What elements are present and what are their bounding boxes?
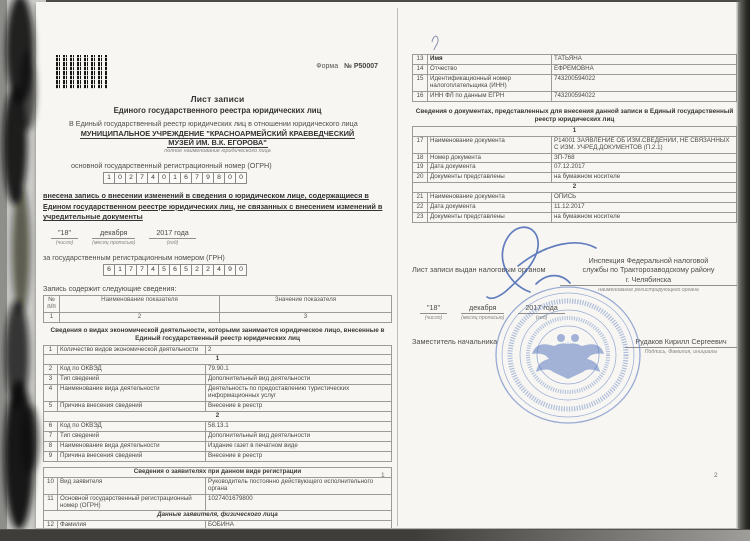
ogrn-digit-box: 4 bbox=[148, 172, 159, 184]
page-number-1: 1 bbox=[381, 472, 385, 479]
activities-section-header: Сведения о видах экономической деятельности, которыми занимается юридическое лицо, внесенные в Единый государственный реестр юридических лиц bbox=[50, 326, 385, 342]
scanner-right-edge bbox=[736, 0, 750, 541]
date-day-caption: (число) bbox=[55, 239, 74, 246]
record-statement: внесена запись о внесении изменений в сведения о юридическом лице, содержащиеся в Едином государственном реестре юридических лиц, не связанных с внесением изменений в учредительные документы bbox=[43, 190, 383, 222]
date-year: 2017 года bbox=[518, 303, 564, 314]
issued-by-label: Лист записи выдан налоговым органом bbox=[412, 265, 546, 275]
table-header-row: № п/п Наименование показателя Значение показателя bbox=[44, 295, 392, 312]
authority-line: г. Челябинска bbox=[625, 274, 672, 284]
date-day-caption: (число) bbox=[424, 314, 443, 321]
page-number-2: 2 bbox=[714, 472, 718, 479]
pen-mark bbox=[430, 33, 442, 53]
ogrn-digit-box: 0 bbox=[225, 172, 236, 184]
date-day: "18" bbox=[51, 228, 78, 239]
document-title: Лист записи bbox=[190, 94, 245, 104]
applicants-table bbox=[43, 467, 392, 532]
grn-digit-box: 0 bbox=[236, 264, 247, 276]
ogrn-digit-box: 1 bbox=[170, 172, 181, 184]
table-row: 9 Причина внесения сведений Внесение в реестр bbox=[44, 451, 392, 461]
signature-block bbox=[412, 337, 737, 355]
table-row: 5 Причина внесения сведений Внесение в реестр bbox=[44, 402, 392, 412]
date-month-caption: (месяц прописью) bbox=[461, 314, 505, 321]
signer-position: Заместитель начальника bbox=[412, 336, 498, 346]
authority-caption: наименование регистрирующего органа bbox=[598, 287, 699, 294]
signer-caption: Подпись, Фамилия, инициалы bbox=[644, 348, 718, 355]
grn-digit-box: 9 bbox=[225, 264, 236, 276]
group-row: Данные заявителя, физического лица bbox=[44, 511, 392, 521]
ogrn-digit-box: 9 bbox=[203, 172, 214, 184]
date-month: декабря bbox=[92, 228, 135, 239]
grn-digit-box: 4 bbox=[214, 264, 225, 276]
page-1 bbox=[43, 55, 392, 531]
grn-digit-boxes bbox=[103, 264, 392, 276]
grn-digit-box: 7 bbox=[126, 264, 137, 276]
record-date bbox=[43, 228, 392, 246]
ogrn-digit-box: 7 bbox=[192, 172, 203, 184]
grn-label: за государственным регистрационным номером (ГРН) bbox=[43, 252, 225, 262]
table-row: 11 Основной государственный регистрационный номер (ОГРН) 1027401679800 bbox=[44, 494, 392, 511]
date-month: декабря bbox=[461, 303, 504, 314]
table-row: 21 Наименование документа ОПИСЬ bbox=[413, 193, 737, 203]
table-row: 7 Тип сведений Дополнительный вид деятельности bbox=[44, 431, 392, 441]
grn-digit-box: 2 bbox=[192, 264, 203, 276]
issued-by-block bbox=[412, 256, 737, 294]
ogrn-digit-box: 6 bbox=[181, 172, 192, 184]
person-table bbox=[412, 54, 737, 102]
ogrn-digit-box: 0 bbox=[236, 172, 247, 184]
table-row: 10 Вид заявителя Руководитель постоянно действующего исполнительного органа bbox=[44, 477, 392, 494]
page1-header bbox=[43, 55, 392, 89]
grn-digit-box: 5 bbox=[181, 264, 192, 276]
ogrn-digit-box: 0 bbox=[159, 172, 170, 184]
intro-paragraph: В Единый государственный реестр юридических лиц в отношении юридического лица bbox=[69, 119, 358, 128]
authority-line: Инспекция Федеральной налоговой bbox=[588, 256, 709, 266]
form-number bbox=[316, 63, 378, 70]
table-row: 17 Наименование документа Р14001 ЗАЯВЛЕНИЕ ОБ ИЗМ.СВЕДЕНИЙ, НЕ СВЯЗАННЫХ С ИЗМ. УЧРЕД.ДОКУМЕНТОВ (П.2.1) bbox=[413, 136, 737, 153]
section-header-row: Сведения о заявителях при данном виде регистрации bbox=[44, 467, 392, 477]
document-subtitle: Единого государственного реестра юридических лиц bbox=[113, 106, 322, 115]
grn-digit-box: 4 bbox=[148, 264, 159, 276]
date-month-caption: (месяц прописью) bbox=[92, 239, 136, 246]
ogrn-digit-box: 7 bbox=[137, 172, 148, 184]
table-row: 23 Документы представлены на бумажном носителе bbox=[413, 213, 737, 223]
org-name-line1: МУНИЦИПАЛЬНОЕ УЧРЕЖДЕНИЕ "КРАСНОАРМЕЙСКИЙ КРАЕВЕДЧЕСКИЙ bbox=[80, 128, 355, 138]
activities-table bbox=[43, 345, 392, 462]
page-2 bbox=[412, 52, 737, 355]
table-row: 18 Номер документа ЗП-768 bbox=[413, 153, 737, 163]
record-contains-label: Запись содержит следующие сведения: bbox=[43, 283, 177, 293]
scanner-top-edge bbox=[46, 0, 746, 2]
group-row: 1 bbox=[413, 126, 737, 136]
group-row: 1 bbox=[44, 355, 392, 365]
ogrn-digit-box: 2 bbox=[126, 172, 137, 184]
date-year-caption: (год) bbox=[535, 314, 548, 321]
form-label: Форма bbox=[316, 63, 339, 70]
grn-digit-box: 6 bbox=[103, 264, 115, 276]
date-year: 2017 года bbox=[149, 228, 195, 239]
issue-date bbox=[412, 303, 737, 321]
form-number-value: № Р50007 bbox=[344, 63, 378, 70]
table-row: 15 Идентификационный номер налогоплательщика (ИНН) 743200594022 bbox=[413, 74, 737, 91]
page-fold-line bbox=[397, 8, 398, 526]
group-row: 2 bbox=[413, 183, 737, 193]
docs-table bbox=[412, 126, 737, 223]
barcode-icon bbox=[56, 55, 108, 89]
scanner-left-edge bbox=[0, 0, 46, 541]
table-row: 14 Отчество ЕФРЕМОВНА bbox=[413, 64, 737, 74]
table-row: 22 Дата документа 11.12.2017 bbox=[413, 203, 737, 213]
table-row: 2 Код по ОКВЭД 79.90.1 bbox=[44, 365, 392, 375]
grn-digit-box: 2 bbox=[203, 264, 214, 276]
table-row: 13 Имя ТАТЬЯНА bbox=[413, 55, 737, 65]
table-row: 8 Наименование вида деятельности Издание газет в печатном виде bbox=[44, 441, 392, 451]
table-row: 12 Фамилия БОБИНА bbox=[44, 521, 392, 531]
org-name-line2: МУЗЕЙ ИМ. В.К. ЕГОРОВА" bbox=[168, 138, 267, 148]
table-row: 1 2 3 bbox=[44, 312, 392, 322]
indicator-header-table bbox=[43, 295, 392, 323]
ogrn-digit-boxes bbox=[103, 172, 392, 184]
table-row: 19 Дата документа 07.12.2017 bbox=[413, 163, 737, 173]
org-name-caption: полное наименование юридического лица bbox=[164, 147, 271, 154]
table-row: 6 Код по ОКВЭД 58.13.1 bbox=[44, 422, 392, 432]
grn-digit-box: 6 bbox=[170, 264, 181, 276]
scanner-bottom-edge bbox=[0, 529, 750, 541]
authority-line: службы по Тракторозаводскому району bbox=[582, 265, 715, 275]
grn-digit-box: 5 bbox=[159, 264, 170, 276]
ogrn-digit-box: 0 bbox=[115, 172, 126, 184]
table-row: 4 Наименование вида деятельности Деятельность по предоставлению туристических информационных услуг bbox=[44, 385, 392, 402]
issuing-authority bbox=[560, 256, 737, 294]
docs-section-header: Сведения о документах, представленных для внесения данной записи в Единый государственный реестр юридических лиц bbox=[415, 107, 734, 123]
table-row: 1 Количество видов экономической деятельности 2 bbox=[44, 345, 392, 355]
date-year-caption: (год) bbox=[166, 239, 179, 246]
table-row: 3 Тип сведений Дополнительный вид деятельности bbox=[44, 375, 392, 385]
grn-digit-box: 7 bbox=[137, 264, 148, 276]
signer-name: Рудаков Кирилл Сергеевич bbox=[625, 337, 737, 348]
ogrn-digit-box: 1 bbox=[103, 172, 115, 184]
table-row: 16 ИНН ФЛ по данным ЕГРН 743200594022 bbox=[413, 91, 737, 101]
ogrn-label: основной государственный регистрационный номер (ОГРН) bbox=[71, 160, 272, 170]
grn-digit-box: 1 bbox=[115, 264, 126, 276]
table-row: 20 Документы представлены на бумажном носителе bbox=[413, 173, 737, 183]
ogrn-digit-box: 8 bbox=[214, 172, 225, 184]
date-day: "18" bbox=[420, 303, 447, 314]
group-row: 2 bbox=[44, 412, 392, 422]
